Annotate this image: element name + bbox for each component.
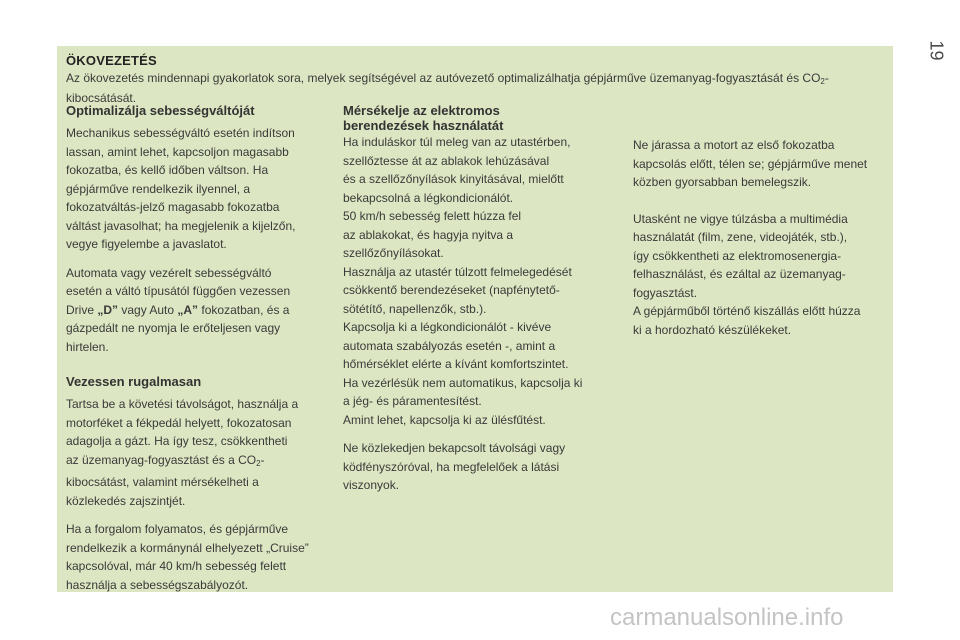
paragraph-automatic-gearbox: Automata vagy vezérelt sebességváltó esetén a váltó típusától függően vezessen Drive „D” vagy Auto „A” fokozatban, és a gázpedált ne nyomja le erőteljesen vagy hirtelen. bbox=[66, 265, 291, 354]
paragraph-air-conditioning: Ha induláskor túl meleg van az utastérben, szellőztesse át az ablakok lehúzásával és a szellőzőnyílások kinyitásával, mielőtt bekapcsolná a légkondicionálót. 50 km/h sebesség felett húzza fel az ablakokat, és hagyja nyitva a szellőzőnyílásokat. Használja az utastér túlzott felmelegedését csökkentő berendezéseket (napfénytető- sötétítő, napellenzők, stb.). Kapcsolja ki a légkondicionálót - kivéve automata szabályozás esetén -, amint a hőmérséklet elérte a kívánt komfortszintet. Ha vezérlésük nem automatikus, kapcsolja ki a jég- és páramentesítést. Amint lehet, kapcsolja ki az ülésfűtést. bbox=[343, 135, 583, 427]
paragraph-manual-gearbox: Mechanikus sebességváltó esetén indítson lassan, amint lehet, kapcsoljon magasabb fokozatba, és kellő időben váltson. Ha gépjárműve rendelkezik ilyennel, a fokozatváltás-jelző magasabb fokozatba váltást javasolhat; ha megjelenik a kijelzőn, vegye figyelembe a javaslatot. bbox=[66, 126, 296, 251]
section-title: ÖKOVEZETÉS bbox=[66, 53, 157, 68]
heading-optimize-gearbox: Optimalizálja sebességváltóját bbox=[66, 103, 255, 118]
heading-drive-smoothly: Vezessen rugalmasan bbox=[66, 374, 202, 389]
column-middle bbox=[343, 103, 611, 495]
paragraph-headlights: Ne közlekedjen bekapcsolt távolsági vagy ködfényszóróval, ha megfelelőek a látási viszonyok. bbox=[343, 441, 566, 492]
paragraph-multimedia: Utasként ne vigye túlzásba a multimédia használatát (film, zene, videojáték, stb.), így csökkentheti az elektromosenergia- felhasználást, és ezáltal az üzemanyag- fogyasztást. A gépjárműből történő kiszállás előtt húzza ki a hordozható készülékeket. bbox=[633, 211, 861, 337]
column-right bbox=[633, 136, 895, 339]
intro-paragraph: Az ökovezetés mindennapi gyakorlatok sora, melyek segítségével az autóvezető optimalizálhatja gépjárműve üzemanyag-fogyasztását és $CO_2-$ kibocsátását. bbox=[66, 71, 829, 105]
paragraph-cruise-control: Ha a forgalom folyamatos, és gépjárműve rendelkezik a kormánynál elhelyezett „Cruise” kapcsolóval, már 40 km/h sebesség felett használja a sebességszabályozót. bbox=[66, 522, 309, 592]
paragraph-smooth-driving: Tartsa be a követési távolságot, használja a motorféket a fékpedál helyett, fokozatosan adagolja a gázt. Ha így tesz, csökkentheti az üzemanyag-fogyasztást és a $CO_2-$ kibocsátást, valamint mérsékelheti a közlekedés zajszintjét. bbox=[66, 397, 299, 508]
paragraph-engine-warmup: Ne járassa a motort az első fokozatba kapcsolás előtt, télen se; gépjárműve menet közben gyorsabban bemelegszik. bbox=[633, 138, 868, 189]
column-left bbox=[66, 103, 338, 594]
watermark: carmanualsonline.info bbox=[610, 604, 844, 631]
heading-electrical-equipment: Mérsékelje az elektromos berendezések használatát bbox=[343, 103, 504, 133]
page-number: 19 bbox=[926, 40, 947, 61]
